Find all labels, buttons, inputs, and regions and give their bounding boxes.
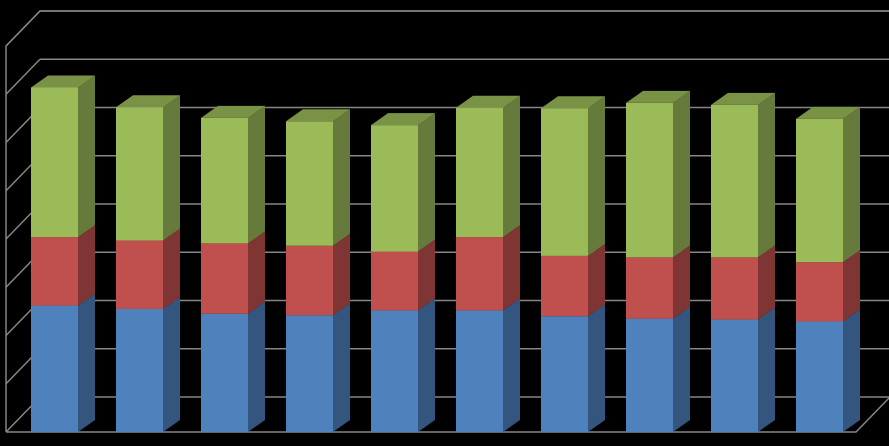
bar-segment-front [626,319,673,432]
bar-segment-side [503,96,520,237]
bar-segment-side [248,302,265,432]
bar-segment-side [758,93,775,257]
bar-segment-side [588,304,605,432]
bar-segment-front [201,118,248,243]
bar-segment-side [588,244,605,316]
bar-segment-front [626,257,673,318]
bar-segment-front [541,316,588,432]
bar-segment-side [163,228,180,309]
bar-segment-front [116,240,163,309]
bar-segment-front [31,87,78,237]
bar-stack [541,96,605,432]
bar-segment-side [673,307,690,432]
bar-segment-front [796,119,843,262]
bar-segment-front [31,237,78,306]
bar-stack [796,107,860,432]
bar-segment-front [456,108,503,237]
bar-segment-side [843,250,860,321]
bar-stack [286,109,350,432]
bar-segment-side [78,75,95,237]
bar-stack [201,106,265,432]
bar-segment-front [626,103,673,257]
bar-stack [31,75,95,432]
bar-segment-front [541,256,588,316]
bar-segment-front [371,310,418,432]
bar-segment-side [673,91,690,257]
bar-segment-side [758,245,775,319]
bar-segment-side [503,298,520,432]
bar-segment-side [418,113,435,251]
bar-segment-front [456,237,503,310]
bar-segment-front [456,310,503,432]
bar-segment-side [163,95,180,240]
bar-segment-front [201,314,248,432]
bar-segment-front [116,309,163,432]
bar-group [31,75,860,432]
bar-segment-front [201,243,248,313]
bar-segment-front [116,107,163,240]
bar-stack [456,96,520,432]
bar-segment-front [371,125,418,251]
bar-segment-side [248,231,265,313]
bar-stack [371,113,435,432]
bar-segment-side [333,234,350,315]
bar-segment-side [418,298,435,432]
bar-segment-side [418,240,435,311]
bar-segment-side [758,308,775,432]
bar-segment-side [333,109,350,245]
bar-segment-front [541,108,588,256]
bar-segment-front [286,246,333,315]
bar-segment-front [711,320,758,432]
bar-segment-front [31,306,78,432]
bar-segment-side [163,297,180,432]
bar-segment-side [673,245,690,318]
bar-stack [116,95,180,432]
bar-segment-front [286,315,333,432]
bar-segment-side [588,96,605,256]
bar-segment-side [503,225,520,310]
bar-segment-side [843,310,860,432]
bar-segment-front [796,262,843,321]
bar-stack [711,93,775,432]
bar-segment-side [843,107,860,262]
bar-segment-front [796,322,843,432]
gridline-side [6,11,40,46]
bar-segment-side [248,106,265,243]
bar-segment-front [711,257,758,319]
bar-segment-side [78,294,95,432]
bar-segment-front [711,105,758,257]
bar-segment-front [286,121,333,245]
bar-segment-side [78,225,95,306]
bar-stack [626,91,690,432]
bar-segment-front [371,252,418,311]
bar-segment-side [333,303,350,432]
